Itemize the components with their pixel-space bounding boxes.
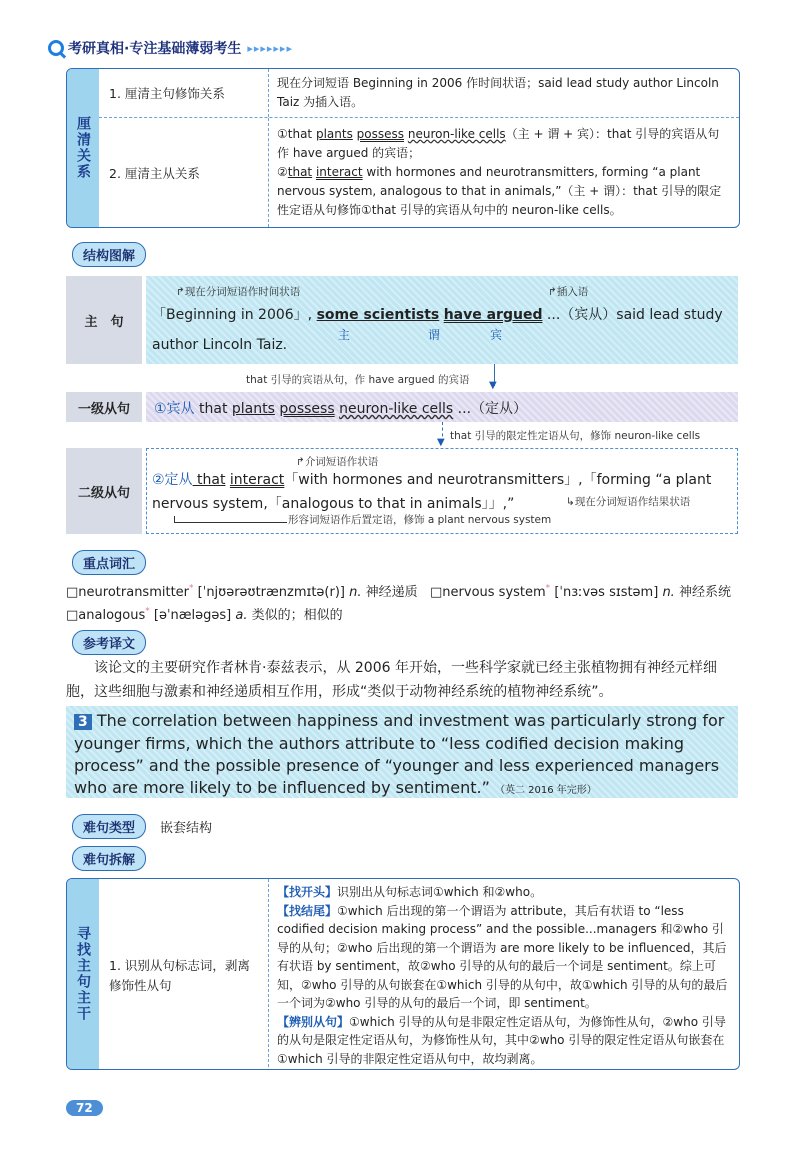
table-row (99, 879, 739, 1070)
clause-2-explanation: ②that interact with hormones and neurotransmitters, forming “a plant nervous system, analogous to that in animals,”（主 + 谓）：that 引导的限定性定语从句修饰①that 引导的宾语从句中的 neuron-like cells。 (277, 165, 722, 217)
vocab-item: □analogous* [əˈnæləgəs] a. 类似的；相似的 (66, 606, 343, 623)
arrow-note-relative-clause: that 引导的限定性定语从句，修饰 neuron-like cells (450, 430, 701, 442)
section-heading-type: 难句类型 (72, 814, 146, 839)
section-heading-breakdown: 难句拆解 (72, 846, 146, 871)
step-identify-clause: 【辨别从句】①which 引导的从句是非限定性定语从句，为修饰性从句，②who 引导的从句是限定性定语从句，为修饰性从句，其中②who 引导的限定性定语从句嵌套在①which 引导的非限定性定语从句中，故均剥离。 (277, 1014, 726, 1066)
section-heading-vocab: 重点词汇 (72, 550, 146, 575)
sentence-text: 3 The correlation between happiness and investment was particularly strong for younger firms, which the authors attribute to “less codified decision making process” and the possible presence of “younger and less experienced managers who are more likely to be influenced by sentiment.” （英二 2016 年完形） (74, 711, 725, 797)
arrow-note-object-clause: that 引导的宾语从句，作 have argued 的宾语 (246, 374, 470, 386)
table-side-label: 厘清关系 (67, 69, 99, 227)
bracket-line (174, 516, 287, 523)
arrow-down-icon: ▼ (489, 380, 497, 391)
clarify-relations-table (66, 68, 740, 228)
section-heading-structure: 结构图解 (72, 242, 146, 267)
checkbox-icon: □ (66, 585, 79, 600)
level1-label: 一级从句 (66, 392, 142, 422)
tag-object: 宾 (490, 328, 503, 342)
level2-note-result: ↳现在分词短语作结果状语 (566, 496, 691, 508)
table-row (99, 69, 739, 117)
row-title: 1. 识别从句标志词，剥离修饰性从句 (99, 879, 269, 1070)
tag-verb: 谓 (428, 328, 441, 342)
row-content (269, 118, 739, 227)
step-find-end: 【找结尾】①which 后出现的第一个谓语为 attribute，其后有状语 to “less codified decision making process” and the possible...managers 和②who 引导的从句；②who 后出现的第一个谓语为 are more likely to be influenced，其后有状语 by sentiment，故②who 引导的从句的最后一个词是 sentiment。综上可知，②who 引导的从句嵌套在①which 引导的从句中，故①which 引导的从句的最后一个词为②who 引导的从句的最后一个词，即 sentiment。 (277, 903, 728, 1010)
page-number: 72 (66, 1100, 103, 1116)
main-clause-text: 「Beginning in 2006」, some scientists have argued ...（宾从）said lead study author Lincoln Taiz. (152, 307, 723, 353)
brand-tagline: ·专注基础薄弱考生 (124, 41, 242, 57)
search-logo-icon (48, 40, 64, 56)
section-heading-translation: 参考译文 (72, 630, 146, 655)
page-header (48, 38, 293, 58)
arrows-decoration-icon: ▸▸▸▸▸▸▸ (247, 41, 293, 55)
sentence-type-value: 嵌套结构 (160, 821, 213, 836)
sentence-number: 3 (74, 714, 92, 730)
checkbox-icon: □ (430, 585, 443, 600)
row-content (269, 879, 739, 1070)
main-note-adverbial: ↱现在分词短语作时间状语 (176, 286, 301, 298)
level1-text: ①宾从 that plants possess neuron-like cells ...（定从） (154, 401, 528, 417)
sentence-source: （英二 2016 年完形） (495, 785, 597, 796)
table-side-label: 寻找主句主干 (67, 879, 99, 1069)
tag-subject: 主 (338, 328, 351, 342)
main-clause-label: 主 句 (66, 276, 142, 364)
level2-note-prep: ↱介词短语作状语 (296, 456, 379, 468)
brand-name: 考研真相 (68, 41, 124, 57)
row-content: 现在分词短语 Beginning in 2006 作时间状语；said lead study author Lincoln Taiz 为插入语。 (277, 76, 719, 109)
clause-1-explanation: ①that plants possess neuron-like cells（主 + 谓 + 宾）：that 引导的宾语从句作 have argued 的宾语； (277, 127, 720, 160)
level2-note-postmodifier: 形容词短语作后置定语，修饰 a plant nervous system (288, 514, 552, 526)
arrow-down-icon: ▼ (437, 437, 445, 448)
main-note-parenthesis: ↱插入语 (548, 286, 589, 298)
row-title: 1. 厘清主句修饰关系 (99, 69, 269, 117)
vocab-item: □nervous system* [ˈnɜːvəs sɪstəm] n. 神经系统 (430, 583, 731, 600)
table-row (99, 117, 739, 227)
row-title: 2. 厘清主从关系 (99, 118, 269, 227)
find-main-clause-table (66, 878, 740, 1070)
checkbox-icon: □ (66, 608, 79, 623)
level2-label: 二级从句 (66, 448, 142, 534)
translation-text: 该论文的主要研究作者林肯·泰兹表示，从 2006 年开始，一些科学家就已经主张植物拥有神经元样细胞，这些细胞与激素和神经递质相互作用，形成“类似于动物神经系统的植物神经系统”。 (66, 660, 717, 700)
level2-text: ②定从 that interact「with hormones and neurotransmitters」,「forming “a plant nervous system,「analogous to that in animals」」,” (152, 472, 712, 512)
vocab-item: □neurotransmitter* [ˈnjʊərəʊtrænzmɪtə(r)] n. 神经递质 (66, 583, 418, 600)
step-find-start: 【找开头】识别出从句标志词①which 和②who。 (277, 885, 543, 899)
